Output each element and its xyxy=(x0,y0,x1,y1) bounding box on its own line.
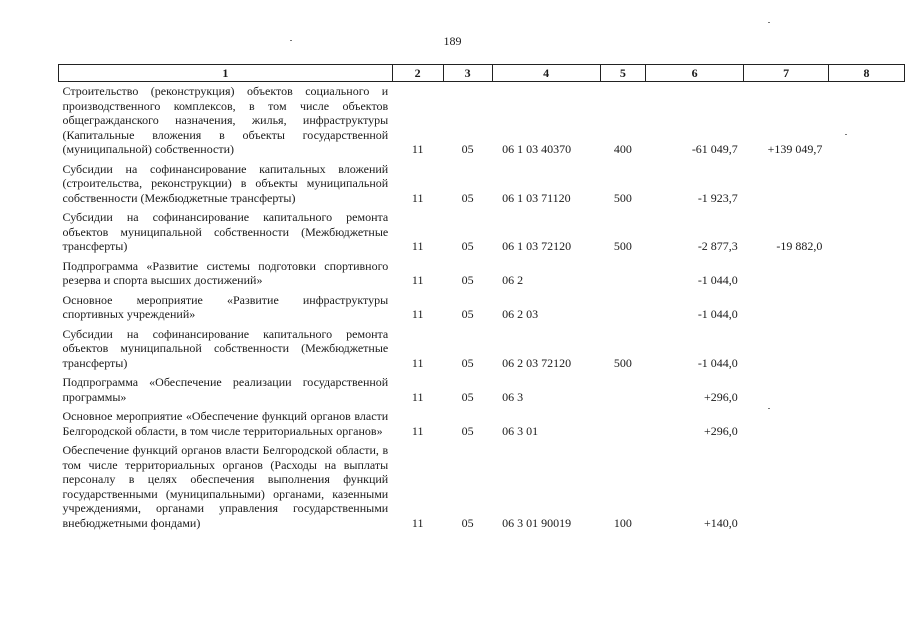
expense-type-code: 100 xyxy=(613,515,632,530)
expense-type-code: 400 xyxy=(613,142,632,156)
subsection-code: 05 xyxy=(461,273,474,287)
subsection-code: 05 xyxy=(461,355,474,370)
item-name: Основное мероприятие «Обеспечение функций органов власти Белгородской области, в том числе территориальных органов» xyxy=(62,409,389,438)
target-code: 06 2 03 72120 xyxy=(502,355,572,370)
amount-column-8 xyxy=(828,257,904,291)
amount-column-6: -61 049,7 xyxy=(691,142,738,156)
scan-speck xyxy=(768,22,770,23)
target-code: 06 1 03 72120 xyxy=(502,239,572,253)
target-code: 06 1 03 71120 xyxy=(502,190,571,205)
expense-type-code xyxy=(600,291,645,325)
expense-type-code xyxy=(600,407,645,441)
target-code: 06 2 03 xyxy=(502,307,539,321)
item-name: Основное мероприятие «Развитие инфраструктуры спортивных учреждений» xyxy=(62,292,389,321)
page-number: 189 xyxy=(443,34,462,48)
amount-column-6: -1 044,0 xyxy=(697,355,738,370)
amount-column-6: -1 044,0 xyxy=(697,273,738,287)
amount-column-7 xyxy=(744,257,829,291)
subsection-code: 05 xyxy=(461,307,474,321)
column-header-5: 5 xyxy=(600,65,645,82)
subsection-code: 05 xyxy=(461,515,474,530)
table-row xyxy=(59,373,905,407)
target-code: 06 3 xyxy=(502,389,524,404)
scan-speck xyxy=(845,134,847,135)
expense-type-code: 500 xyxy=(613,239,632,253)
amount-column-6: +296,0 xyxy=(704,423,738,438)
section-code: 11 xyxy=(411,239,424,253)
target-code: 06 3 01 90019 xyxy=(502,515,572,530)
amount-column-6: -2 877,3 xyxy=(697,239,738,253)
column-header-4: 4 xyxy=(492,65,600,82)
target-code: 06 1 03 40370 xyxy=(502,142,572,156)
subsection-code: 05 xyxy=(461,423,474,438)
amount-column-6: -1 923,7 xyxy=(697,190,738,205)
section-code: 11 xyxy=(411,273,424,287)
subsection-code: 05 xyxy=(461,389,474,404)
item-name: Субсидии на софинансирование капитального ремонта объектов муниципальной собственности (Межбюджетные трансферты) xyxy=(62,326,389,370)
expense-type-code: 500 xyxy=(613,355,632,370)
section-code: 11 xyxy=(411,355,424,370)
scan-speck xyxy=(768,408,770,409)
subsection-code: 05 xyxy=(461,142,474,156)
amount-column-8 xyxy=(828,82,904,160)
amount-column-8 xyxy=(828,208,904,257)
column-header-8: 8 xyxy=(828,65,904,82)
amount-column-7 xyxy=(744,407,829,441)
amount-column-7 xyxy=(744,325,829,374)
column-header-3: 3 xyxy=(443,65,492,82)
column-header-6: 6 xyxy=(645,65,743,82)
item-name: Подпрограмма «Обеспечение реализации государственной программы» xyxy=(62,375,389,404)
scan-speck xyxy=(290,40,292,41)
table-row xyxy=(59,82,905,160)
table-row xyxy=(59,407,905,441)
amount-column-7 xyxy=(744,291,829,325)
section-code: 11 xyxy=(411,190,424,205)
amount-column-8 xyxy=(828,325,904,374)
table-header-row xyxy=(59,65,905,82)
target-code: 06 2 xyxy=(502,273,524,287)
section-code: 11 xyxy=(411,142,424,156)
amount-column-7 xyxy=(744,373,829,407)
subsection-code: 05 xyxy=(461,239,474,253)
section-code: 11 xyxy=(411,307,424,321)
expense-type-code xyxy=(600,373,645,407)
target-code: 06 3 01 xyxy=(502,423,539,438)
item-name: Субсидии на софинансирование капитального ремонта объектов муниципальной собственности (Межбюджетные трансферты) xyxy=(62,210,389,253)
item-name: Строительство (реконструкция) объектов социального и производственного комплексов, в том числе объектов общегражданского назначения, жилья, инфраструктуры (Капитальные вложения в объекты государственной (муниципальной) собственности) xyxy=(62,84,389,156)
expense-type-code: 500 xyxy=(613,190,632,205)
item-name: Субсидии на софинансирование капитальных вложений (строительства, реконструкции) в объекты муниципальной собственности (Межбюджетные трансферты) xyxy=(62,161,389,205)
amount-column-8 xyxy=(828,160,904,209)
table-row xyxy=(59,208,905,257)
table-row xyxy=(59,325,905,374)
amount-column-8 xyxy=(828,441,904,533)
table-row xyxy=(59,441,905,533)
column-header-2: 2 xyxy=(392,65,443,82)
subsection-code: 05 xyxy=(461,190,474,205)
table-body xyxy=(59,82,905,534)
amount-column-7: -19 882,0 xyxy=(776,239,823,253)
section-code: 11 xyxy=(411,423,424,438)
amount-column-6: +296,0 xyxy=(704,389,738,404)
section-code: 11 xyxy=(411,389,424,404)
amount-column-7: +139 049,7 xyxy=(767,142,823,156)
amount-column-7 xyxy=(744,441,829,533)
amount-column-8 xyxy=(828,291,904,325)
column-header-1: 1 xyxy=(59,65,393,82)
table-row xyxy=(59,160,905,209)
table-row xyxy=(59,291,905,325)
amount-column-8 xyxy=(828,373,904,407)
amount-column-7 xyxy=(744,160,829,209)
amount-column-6: +140,0 xyxy=(704,515,738,530)
budget-table xyxy=(58,64,905,533)
amount-column-8 xyxy=(828,407,904,441)
expense-type-code xyxy=(600,257,645,291)
column-header-7: 7 xyxy=(744,65,829,82)
item-name: Подпрограмма «Развитие системы подготовки спортивного резерва и спорта высших достижений» xyxy=(62,258,389,287)
item-name: Обеспечение функций органов власти Белгородской области, в том числе территориальных органов (Расходы на выплаты персоналу в целях обеспечения выполнения функций государственными (муниципальными) органами, казенными учреждениями, органами управления государственными внебюджетными фондами) xyxy=(62,443,389,530)
section-code: 11 xyxy=(411,515,424,530)
table-row xyxy=(59,257,905,291)
amount-column-6: -1 044,0 xyxy=(697,307,738,321)
